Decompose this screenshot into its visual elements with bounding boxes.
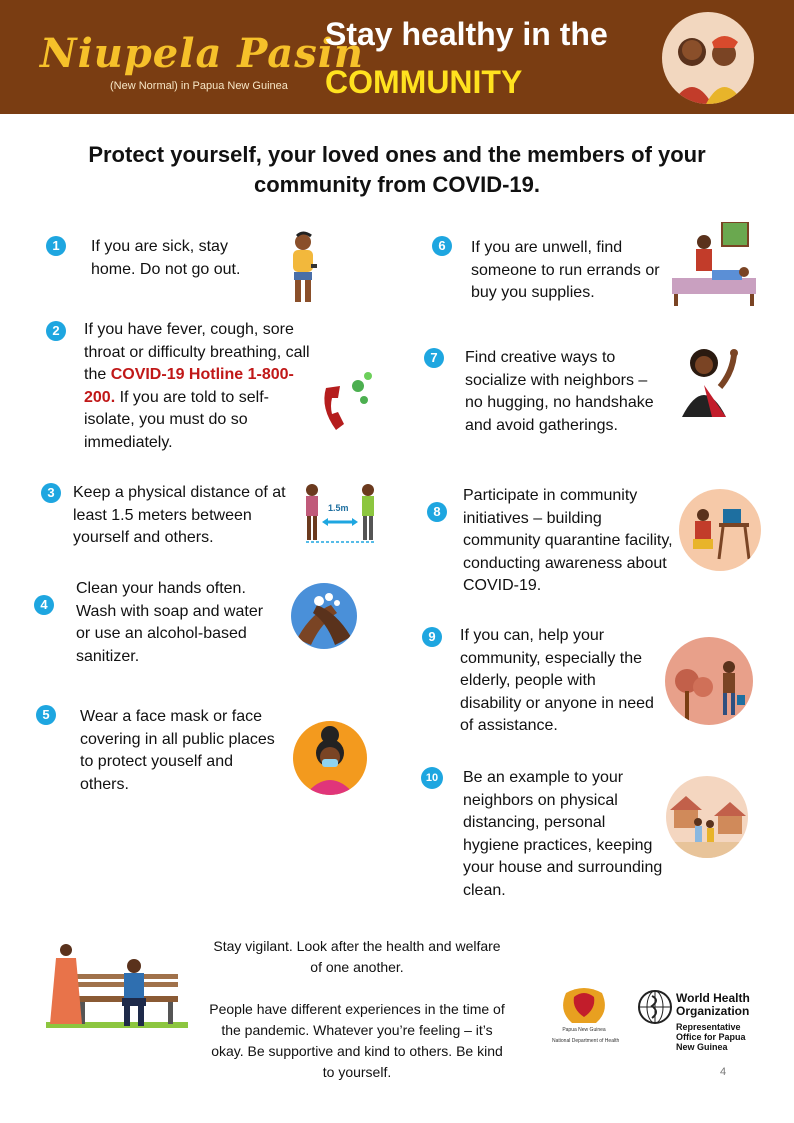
who-name: World Health Organization [676,991,750,1018]
hotline-number: COVID-19 Hotline 1-800-200. [84,366,294,406]
tip-2-text-after: If you are told to self-isolate, you must do so immediately. [84,388,269,451]
helping-elderly-illustration [665,637,753,725]
tip-number-9: 9 [422,627,442,647]
page-number: 4 [720,1066,727,1078]
header-banner [0,0,794,114]
png-logo-arc-text: Papua New Guinea [562,1027,606,1033]
tip-number-6: 6 [432,236,452,256]
tip-number-2-label: 2 [52,323,60,338]
tip-number-1: 1 [46,236,66,256]
footer-support-text: People have different experiences in the time of the pandemic. Whatever you’re feeling – it’s okay. Be supportive and kind to others. Be kind to yourself. [209,1001,505,1080]
brand-subtitle: (New Normal) in Papua New Guinea [110,80,288,92]
handwashing-illustration [291,583,357,649]
village-houses-illustration [666,776,748,858]
tip-3-text: Keep a physical distance of at least 1.5 meters between yourself and others. [73,484,286,546]
community-building-illustration [679,489,761,571]
who-emblem-icon [636,988,674,1026]
png-health-logo [556,983,612,1039]
who-office: Representative Office for Papua New Guinea [676,1022,746,1052]
page-title-line1: Stay healthy in the [325,16,608,52]
tip-4-text: Clean your hands often. Wash with soap and water or use an alcohol-based sanitizer. [76,580,264,665]
distance-label: 1.5m [328,503,349,513]
tip-number-4: 4 [34,595,54,615]
tip-8-text: Participate in community initiatives – building community quarantine facility, conducting awareness about COVID-19. [463,487,673,594]
intro-heading: Protect yourself, your loved ones and the members of your community from COVID-19. [88,142,706,197]
tip-number-10: 10 [421,767,443,789]
tip-2-text-before: If you have fever, cough, sore throat or difficulty breathing, call the [84,321,310,383]
tip-10-text: Be an example to your neighbors on physical distancing, personal hygiene practices, keeping your house and surrounding clean. [463,769,663,899]
png-logo-caption: National Department of Health [552,1038,620,1044]
masked-woman-illustration [293,721,367,795]
tip-5-text: Wear a face mask or face covering in all public places to protect youself and others. [80,708,275,793]
tip-number-7: 7 [424,348,444,368]
caregiver-bed-illustration [672,222,756,306]
tip-2-text [84,319,310,454]
footer-vigilant-text: Stay vigilant. Look after the health and welfare of one another. [213,938,501,975]
tip-1-text: If you are sick, stay home. Do not go out. [91,238,241,278]
tip-7-text: Find creative ways to socialize with neighbors – no hugging, no handshake and avoid gatherings. [465,349,654,434]
tip-number-2 [46,321,66,341]
bench-people-illustration [46,940,188,1038]
phone-virus-illustration [318,368,376,434]
tip-number-3: 3 [41,483,61,503]
brand-logo-text: Niupela Pasin [40,30,365,77]
tip-number-5: 5 [36,705,56,725]
tip-9-text: If you can, help your community, especially the elderly, people with disability or anyone in need of assistance. [460,627,654,734]
page-title-line2: COMMUNITY [325,64,523,100]
tip-6-text: If you are unwell, find someone to run errands or buy you supplies. [471,239,660,301]
two-women-illustration [662,12,754,104]
physical-distance-illustration [300,480,382,546]
sick-person-illustration [283,230,323,306]
tip-number-8: 8 [427,502,447,522]
waving-woman-illustration [676,343,744,417]
